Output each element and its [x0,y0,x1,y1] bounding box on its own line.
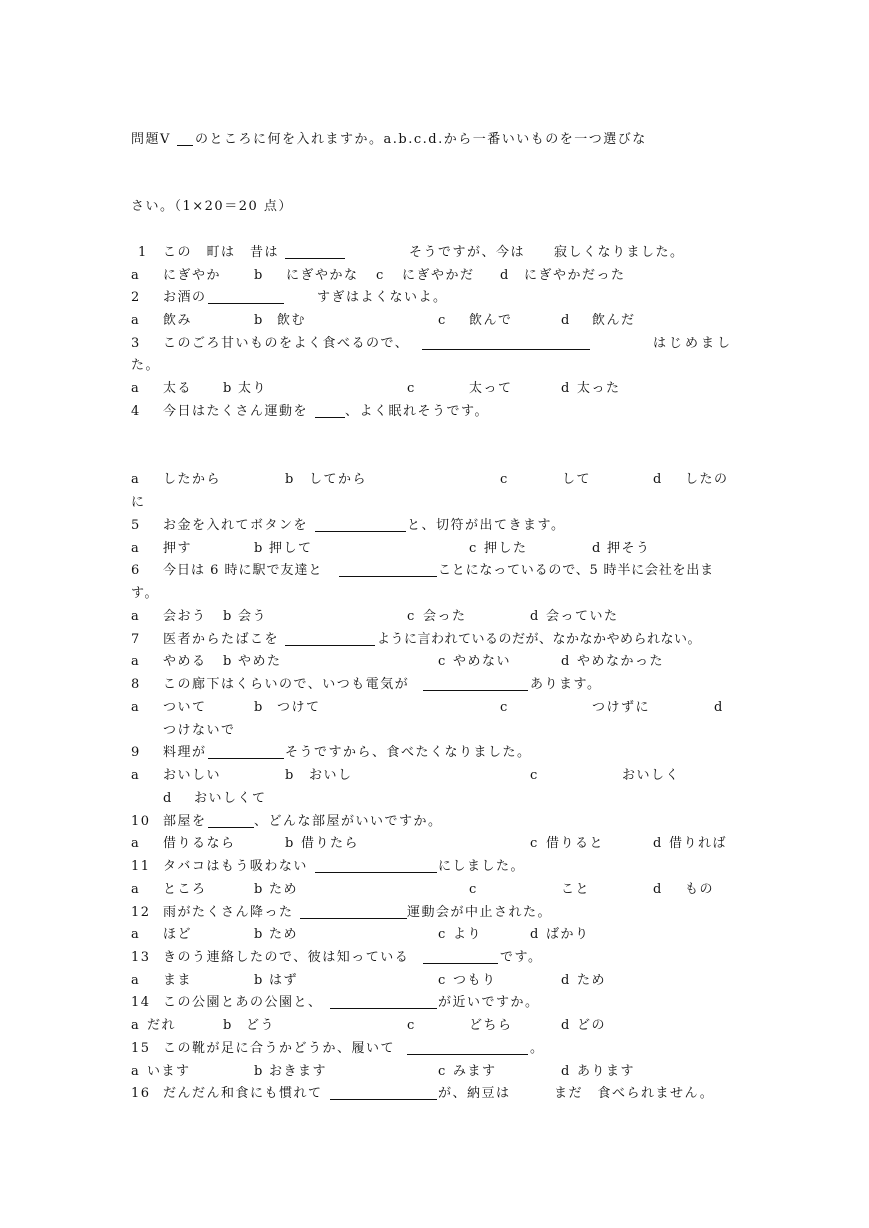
option-text: にぎやか [163,268,222,283]
option-label: d [530,927,540,942]
answer-blank [423,963,498,964]
option-text: おきます [269,1064,328,1079]
option-text: して [562,472,592,487]
question-9 [0,743,869,763]
option-label: c [376,268,385,283]
question-4 [0,402,869,422]
options-4-continued [0,493,869,513]
option-text: 太って [469,381,513,396]
question-text-after: ように言われているのだが、なかなかやめられない。 [377,632,702,647]
option-label: d [163,791,173,806]
option-label: a [131,313,141,328]
option-label: c [530,768,539,783]
options-4 [0,470,869,490]
question-3 [0,334,869,354]
option-text: ついて [163,700,207,715]
question-text-before: お金を入れてボタンを [163,518,309,533]
option-label: a [131,768,141,783]
option-text: つもり [453,973,497,988]
option-text: 太る [163,381,193,396]
options-14 [0,1016,869,1036]
question-number: 9 [131,745,141,760]
option-label: b [254,882,264,897]
options-13 [0,971,869,991]
option-label: b [285,768,295,783]
option-label: a [131,1064,141,1079]
question-text-after: が、納豆は まだ 食べられません。 [438,1086,715,1101]
question-text-before: 雨がたくさん降った [163,905,294,920]
question-10 [0,812,869,832]
instruction-suffix: のところに何を入れますか。a.b.c.d.から一番いいものを一つ選びな [195,132,647,147]
option-label: b [254,541,264,556]
option-text: まま [163,973,193,988]
question-8 [0,675,869,695]
option-label: b [254,268,264,283]
answer-blank [315,417,345,418]
option-label: c [407,1018,416,1033]
question-number: 5 [131,518,141,533]
option-text: おいし [309,768,353,783]
question-number: 6 [131,563,141,578]
question-number: 7 [131,632,141,647]
question-text-after: そうですが、今は 寂しくなりました。 [409,245,685,260]
question-6-continued [0,584,869,604]
answer-blank [407,1054,528,1055]
option-text-continued: に [131,495,146,510]
question-text-continued: た。 [131,358,161,373]
option-label: c [407,381,416,396]
option-text: 会った [423,609,467,624]
question-11 [0,857,869,877]
option-text: 押す [163,541,193,556]
instruction-line-2 [0,197,869,217]
option-text: より [453,927,483,942]
option-label: b [223,609,233,624]
option-text: 借りれば [669,836,728,851]
option-text: 押した [484,541,528,556]
options-8 [0,698,869,718]
answer-blank [330,1008,437,1009]
option-label: a [131,472,141,487]
answer-blank [208,758,284,759]
question-text-before: 医者からたばこを [163,632,280,647]
option-text: やめなかった [577,654,665,669]
option-text: ばかり [546,927,590,942]
question-6 [0,561,869,581]
question-number: 11 [131,859,151,874]
question-text-before: 今日は 6 時に駅で友達と [163,563,323,578]
question-text-before: きのう連絡したので、彼は知っている [163,950,410,965]
option-label: b [285,472,295,487]
option-label: a [131,836,141,851]
question-text-after: はじめまし [653,336,734,351]
option-label: b [254,700,264,715]
option-label: d [653,836,663,851]
question-text-after: にしました。 [438,859,526,874]
answer-blank [300,918,407,919]
question-text-before: この靴が足に合うかどうか、履いて [163,1041,396,1056]
option-label: c [438,1064,447,1079]
options-12 [0,925,869,945]
option-label: d [561,1018,571,1033]
option-text: 会う [238,609,268,624]
option-text: 会っていた [546,609,619,624]
option-label: d [561,654,571,669]
option-label: a [131,973,141,988]
question-number: 15 [131,1041,151,1056]
option-label: b [254,927,264,942]
option-label: a [131,609,141,624]
option-text: だれ [147,1018,177,1033]
options-6 [0,607,869,627]
option-text: ところ [163,882,207,897]
option-text: います [147,1064,191,1079]
instruction-line-1 [0,130,869,150]
question-number: 3 [131,336,141,351]
option-text: みます [453,1064,497,1079]
question-text-after: 、よく眠れそうです。 [345,404,489,419]
question-text-continued: す。 [131,586,159,601]
option-text: つけて [277,700,321,715]
option-text: はず [269,973,299,988]
option-text: おいしく [622,768,681,783]
option-label: c [469,541,478,556]
question-16 [0,1084,869,1104]
options-5 [0,539,869,559]
option-label: b [223,1018,233,1033]
question-14 [0,993,869,1013]
answer-blank [422,349,590,350]
option-label: a [131,927,141,942]
option-label: a [131,700,141,715]
option-text: したの [685,472,729,487]
option-label: c [438,927,447,942]
question-text-before: このごろ甘いものをよく食べるので、 [163,336,410,351]
options-9 [0,766,869,786]
question-text-after: が近いですか。 [438,995,540,1010]
question-text-before: 部屋を [163,814,207,829]
option-text: 飲み [163,313,193,328]
option-label: b [223,381,233,396]
option-text: ため [269,882,299,897]
question-text-before: だんだん和食にも慣れて [163,1086,323,1101]
question-number: 13 [131,950,151,965]
option-text: 押して [269,541,313,556]
question-number: 12 [131,905,151,920]
option-label: b [285,836,295,851]
option-text: ため [577,973,607,988]
question-text-after: です。 [500,950,543,965]
question-text-before: この 町は 昔は [163,245,280,260]
option-text: 借りるなら [163,836,236,851]
option-label: d [561,381,571,396]
option-text: やめない [453,654,512,669]
option-text: もの [685,882,715,897]
option-text: ほど [163,927,193,942]
options-9-continued [0,789,869,809]
option-text: したから [163,472,222,487]
answer-blank [315,872,437,873]
question-1 [0,243,869,263]
option-text: やめた [238,654,282,669]
question-text-after: と、切符が出てきます。 [407,518,566,533]
option-label: a [131,381,141,396]
option-text: 飲む [277,313,307,328]
answer-blank [208,827,254,828]
question-text-after: 運動会が中止された。 [407,905,553,920]
option-label: b [223,654,233,669]
question-12 [0,903,869,923]
question-number: 14 [131,995,151,1010]
answer-blank [339,576,437,577]
question-text-after: 。 [530,1041,545,1056]
option-label: a [131,1018,141,1033]
question-text-before: この廊下はくらいので、いつも電気が [163,677,410,692]
instruction-prefix: 問題Ⅴ [131,132,171,147]
option-text: 太り [238,381,268,396]
question-text-before: 今日はたくさん運動を [163,404,309,419]
answer-blank [423,690,528,691]
question-5 [0,516,869,536]
answer-blank [208,303,284,304]
option-label: d [561,1064,571,1079]
options-7 [0,652,869,672]
question-text-before: この公園とあの公園と、 [163,995,323,1010]
option-label: c [407,609,416,624]
option-label: d [592,541,602,556]
option-text: つけずに [592,700,651,715]
option-text: 借りると [546,836,605,851]
question-number: 8 [131,677,141,692]
question-text-after: ことになっているので、5 時半に会社を出ま [438,563,714,578]
option-text: 太った [577,381,621,396]
option-label: c [500,700,509,715]
question-7 [0,630,869,650]
option-label: c [438,973,447,988]
option-text: 飲んで [469,313,513,328]
option-text: にぎやかな [286,268,359,283]
answer-blank [285,258,345,259]
options-15 [0,1062,869,1082]
question-text-after: すぎはよくないよ。 [317,290,448,305]
option-text: 押そう [607,541,651,556]
question-2 [0,288,869,308]
options-3 [0,379,869,399]
question-number: 10 [131,814,151,829]
options-11 [0,880,869,900]
option-text: どちら [469,1018,513,1033]
question-text-before: 料理が [163,745,207,760]
option-text-continued: つけないで [163,723,236,738]
option-text: にぎやかだ [402,268,475,283]
option-text: おいしい [163,768,222,783]
question-15 [0,1039,869,1059]
question-number: 1 [138,245,148,260]
option-label: c [500,472,509,487]
option-text: 飲んだ [592,313,636,328]
option-label: d [714,700,724,715]
options-10 [0,834,869,854]
answer-blank [177,145,193,146]
option-label: a [131,654,141,669]
question-number: 16 [131,1086,151,1101]
question-3-continued [0,356,869,376]
option-label: c [530,836,539,851]
instruction-points: さい。（1×20＝20 点） [131,199,293,214]
option-label: d [653,882,663,897]
option-text: 会おう [163,609,207,624]
option-text: ため [269,927,299,942]
option-text: どの [577,1018,607,1033]
option-label: b [254,313,264,328]
answer-blank [315,531,406,532]
question-13 [0,948,869,968]
option-label: c [438,654,447,669]
option-label: c [438,313,447,328]
option-label: a [131,541,141,556]
option-text: にぎやかだった [524,268,626,283]
question-text-after: 、どんな部屋がいいですか。 [254,814,443,829]
option-label: b [254,973,264,988]
options-2 [0,311,869,331]
answer-blank [285,645,375,646]
question-number: 4 [131,404,141,419]
option-label: d [561,313,571,328]
option-label: b [254,1064,264,1079]
option-text: どう [246,1018,276,1033]
question-text-before: お酒の [163,290,207,305]
option-text: 借りたら [301,836,360,851]
options-8-continued [0,721,869,741]
option-text: おいしくて [194,791,267,806]
option-label: a [131,268,141,283]
option-label: c [469,882,478,897]
option-text: こと [561,882,591,897]
option-label: d [653,472,663,487]
option-text: やめる [163,654,207,669]
option-label: d [561,973,571,988]
question-text-after: あります。 [530,677,602,692]
option-label: d [530,609,540,624]
answer-blank [330,1099,437,1100]
options-1 [0,266,869,286]
question-number: 2 [131,290,141,305]
option-text: あります [577,1064,636,1079]
option-label: d [500,268,510,283]
option-label: a [131,882,141,897]
option-text: してから [309,472,368,487]
question-text-before: タバコはもう吸わない [163,859,308,874]
question-text-after: そうですから、食べたくなりました。 [285,745,532,760]
